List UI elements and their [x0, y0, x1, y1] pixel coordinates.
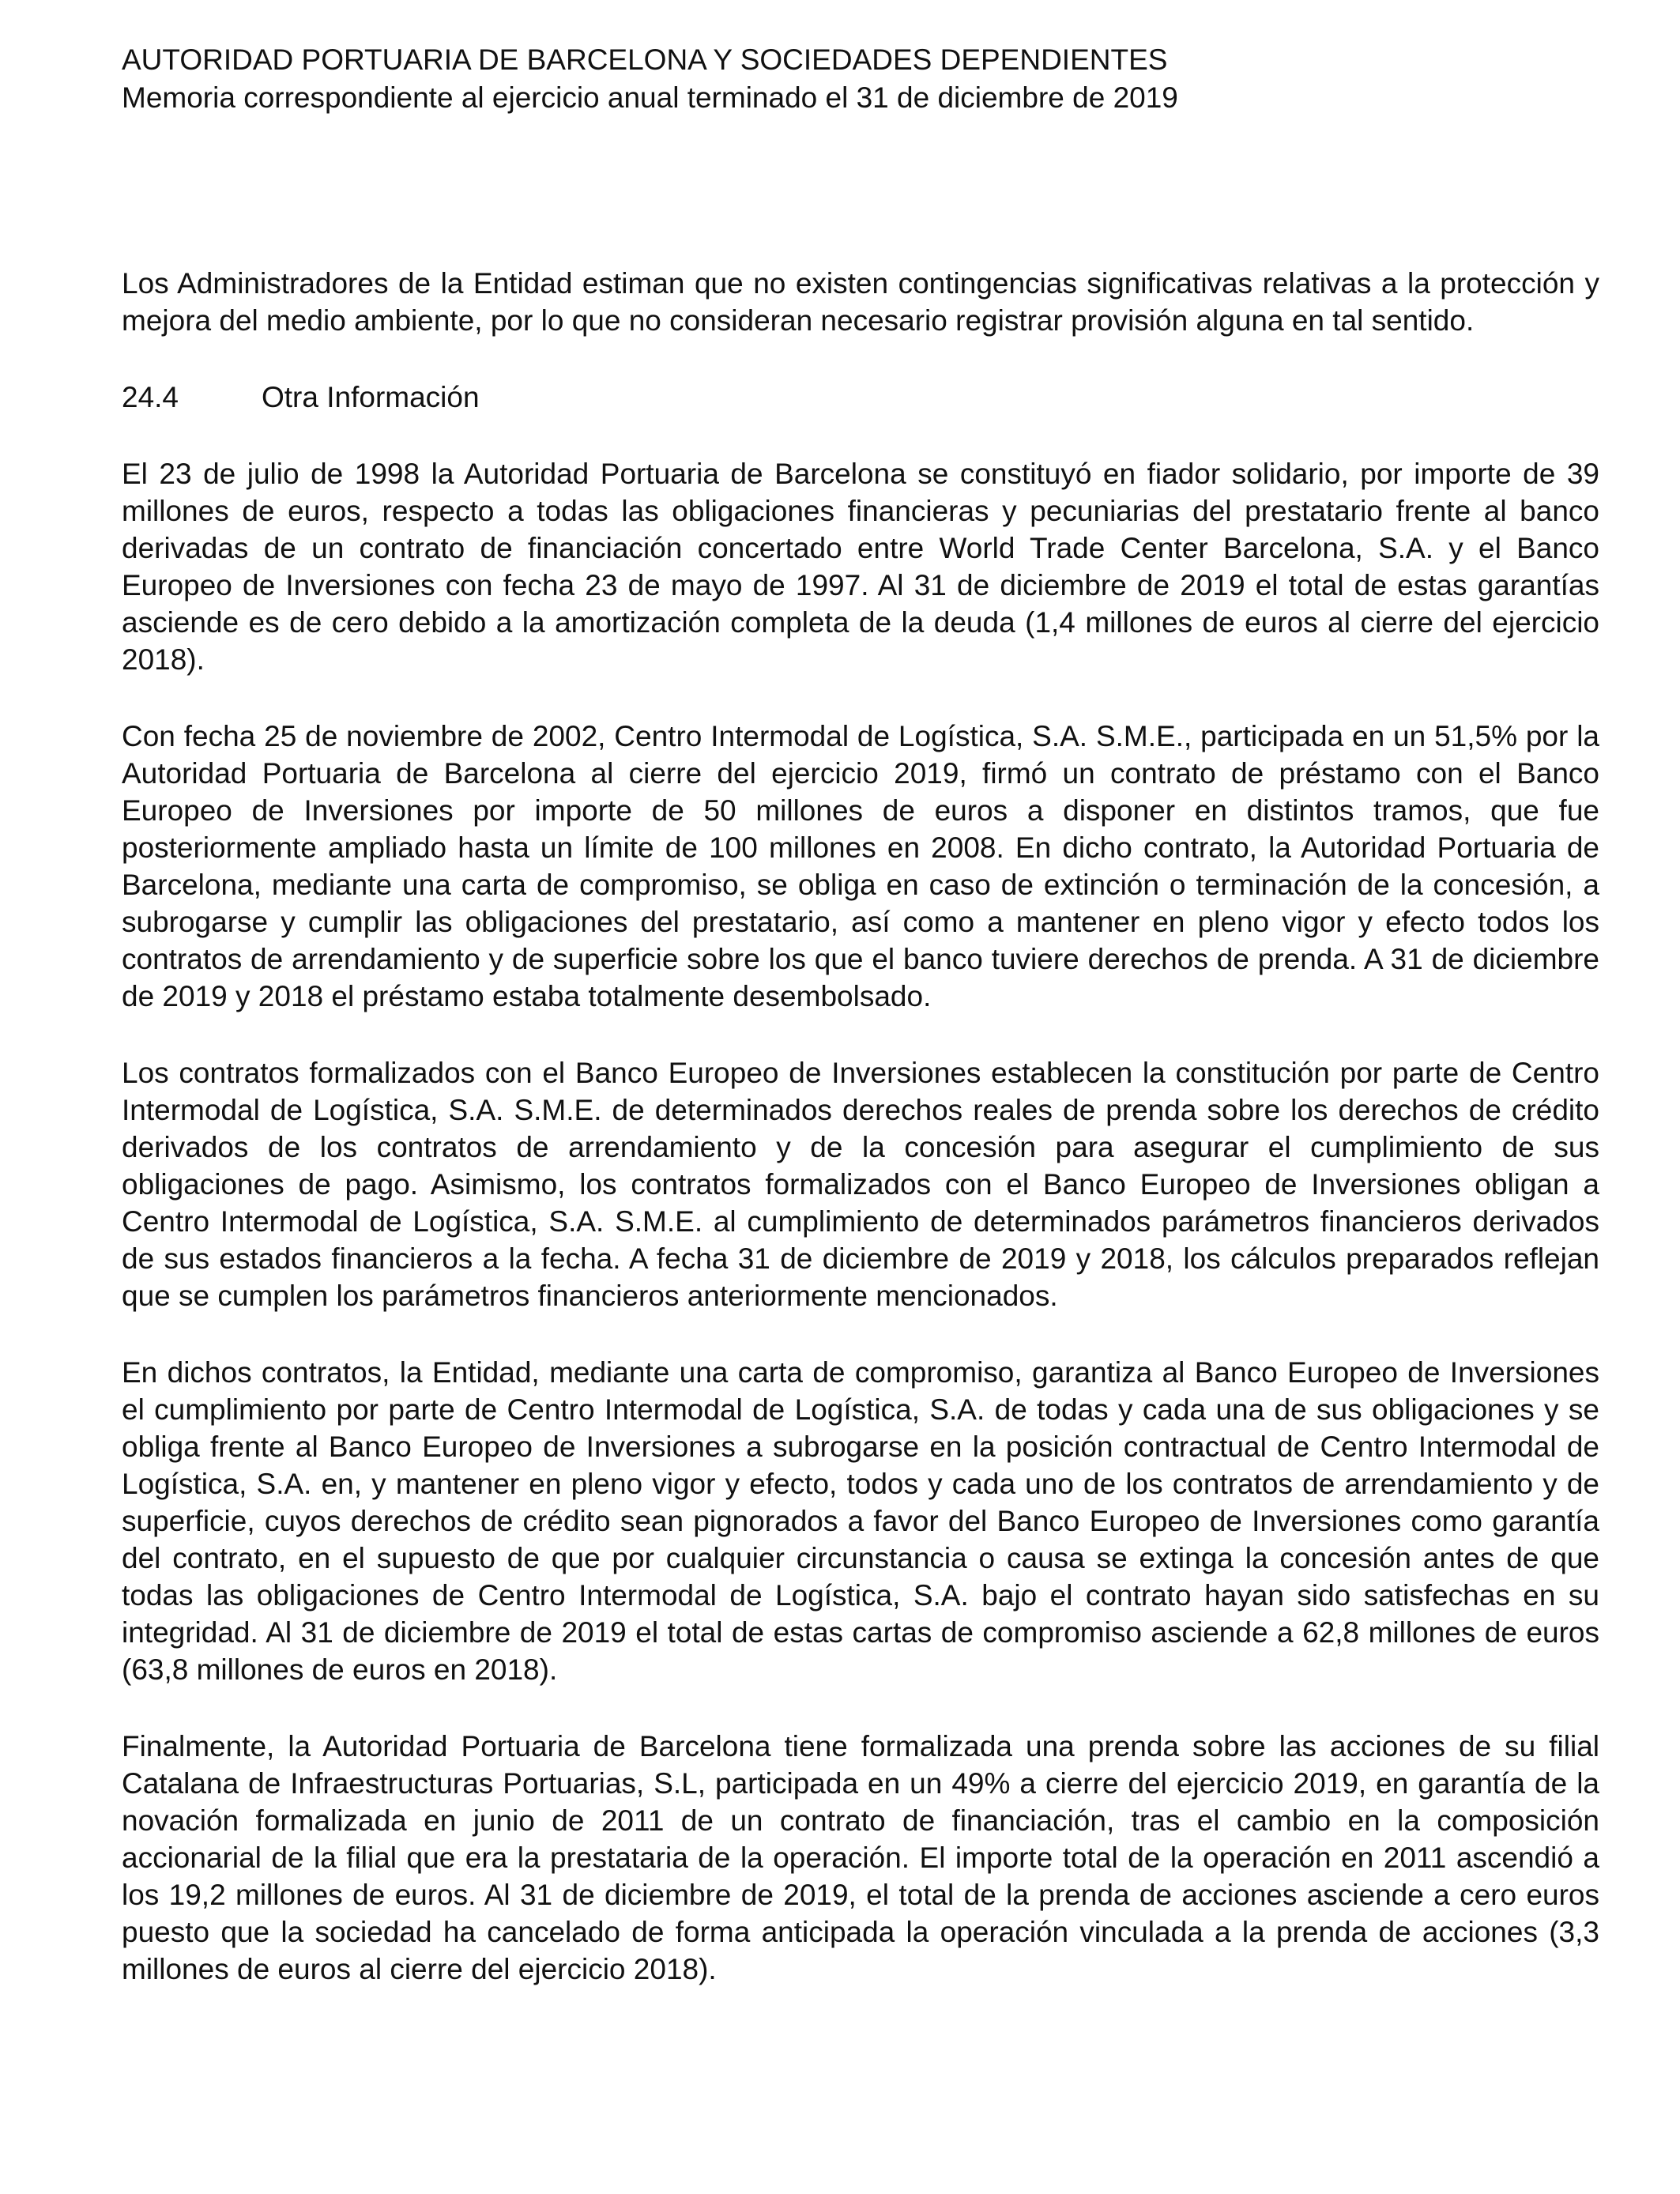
document-body: [122, 265, 1599, 2027]
header-title: AUTORIDAD PORTUARIA DE BARCELONA Y SOCIEDADES DEPENDIENTES: [122, 43, 1168, 76]
header-subtitle: Memoria correspondiente al ejercicio anual terminado el 31 de diciembre de 2019: [122, 81, 1178, 114]
paragraph-wtc-guarantee: El 23 de julio de 1998 la Autoridad Portuaria de Barcelona se constituyó en fiador solidario, por importe de 39 millones de euros, respecto a todas las obligaciones financieras y pecuniarias del prestatario frente al banco derivadas de un contrato de financiación concertado entre World Trade Center Barcelona, S.A. y el Banco Europeo de Inversiones con fecha 23 de mayo de 1997. Al 31 de diciembre de 2019 el total de estas garantías asciende es de cero debido a la amortización completa de la deuda (1,4 millones de euros al cierre del ejercicio 2018).: [122, 458, 1599, 676]
section-number: 24.4: [122, 381, 179, 413]
paragraph-commitment-letter: En dichos contratos, la Entidad, mediante una carta de compromiso, garantiza al Banco Europeo de Inversiones el cumplimiento por parte de Centro Intermodal de Logística, S.A. de todas y cada una de sus obligaciones y se obliga frente al Banco Europeo de Inversiones a subrogarse en la posición contractual de Centro Intermodal de Logística, S.A. en, y mantener en pleno vigor y efecto, todos y cada uno de los contratos de arrendamiento y de superficie, cuyos derechos de crédito sean pignorados a favor del Banco Europeo de Inversiones como garantía del contrato, en el supuesto de que por cualquier circunstancia o causa se extinga la concesión antes de que todas las obligaciones de Centro Intermodal de Logística, S.A. bajo el contrato hayan sido satisfechas en su integridad. Al 31 de diciembre de 2019 el total de estas cartas de compromiso asciende a 62,8 millones de euros (63,8 millones de euros en 2018).: [122, 1356, 1599, 1686]
section-heading: [122, 379, 1599, 416]
intro-paragraph: Los Administradores de la Entidad estiman que no existen contingencias significativas relativas a la protección y mejora del medio ambiente, por lo que no consideran necesario registrar provisión alguna en tal sentido.: [122, 267, 1599, 337]
paragraph-bei-contracts: Los contratos formalizados con el Banco Europeo de Inversiones establecen la constitución por parte de Centro Intermodal de Logística, S.A. S.M.E. de determinados derechos reales de prenda sobre los derechos de crédito derivados de los contratos de arrendamiento y de la concesión para asegurar el cumplimiento de sus obligaciones de pago. Asimismo, los contratos formalizados con el Banco Europeo de Inversiones obligan a Centro Intermodal de Logística, S.A. S.M.E. al cumplimiento de determinados parámetros financieros derivados de sus estados financieros a la fecha. A fecha 31 de diciembre de 2019 y 2018, los cálculos preparados reflejan que se cumplen los parámetros financieros anteriormente mencionados.: [122, 1057, 1599, 1312]
section-title: Otra Información: [262, 381, 480, 413]
paragraph-share-pledge: Finalmente, la Autoridad Portuaria de Barcelona tiene formalizada una prenda sobre las acciones de su filial Catalana de Infraestructuras Portuarias, S.L, participada en un 49% a cierre del ejercicio 2019, en garantía de la novación formalizada en junio de 2011 de un contrato de financiación, tras el cambio en la composición accionarial de la filial que era la prestataria de la operación. El importe total de la operación en 2011 ascendió a los 19,2 millones de euros. Al 31 de diciembre de 2019, el total de la prenda de acciones asciende a cero euros puesto que la sociedad ha cancelado de forma anticipada la operación vinculada a la prenda de acciones (3,3 millones de euros al cierre del ejercicio 2018).: [122, 1730, 1599, 1985]
paragraph-cilsa-loan: Con fecha 25 de noviembre de 2002, Centro Intermodal de Logística, S.A. S.M.E., participada en un 51,5% por la Autoridad Portuaria de Barcelona al cierre del ejercicio 2019, firmó un contrato de préstamo con el Banco Europeo de Inversiones por importe de 50 millones de euros a disponer en distintos tramos, que fue posteriormente ampliado hasta un límite de 100 millones en 2008. En dicho contrato, la Autoridad Portuaria de Barcelona, mediante una carta de compromiso, se obliga en caso de extinción o terminación de la concesión, a subrogarse y cumplir las obligaciones del prestatario, así como a mantener en pleno vigor y efecto todos los contratos de arrendamiento y de superficie sobre los que el banco tuviere derechos de prenda. A 31 de diciembre de 2019 y 2018 el préstamo estaba totalmente desembolsado.: [122, 720, 1599, 1012]
page-header: [122, 41, 1584, 117]
